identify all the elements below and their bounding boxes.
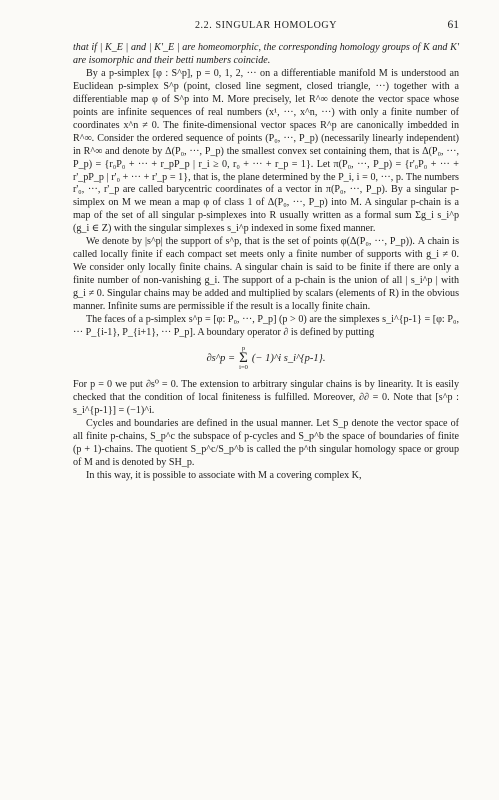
- paragraph: For p = 0 we put ∂s⁰ = 0. The extension to arbitrary singular chains is by linearity. It is easily checked that the condition of local finiteness is fulfilled. Moreover, ∂∂ = 0. Note that [s^p : s_i^{p-1}] = (−1)^i.: [73, 378, 459, 416]
- paragraph: that if | K_E | and | K'_E | are homeomorphic, the corresponding homology groups of K and K' are isomorphic and their betti numbers coincide.: [73, 42, 459, 66]
- formula-lhs: ∂s^p =: [206, 353, 236, 365]
- running-header: [73, 20, 459, 42]
- page-number: 61: [447, 19, 459, 31]
- paragraph: Cycles and boundaries are defined in the usual manner. Let S_p denote the vector space of all finite p-chains, S_p^c the subspace of p-cycles and S_p^b the space of boundaries of finite (p + 1)-chains. The quotient S_p^c/S_p^b is called the p^th singular homology space or group of M and is denoted by SH_p.: [73, 417, 459, 468]
- summation-symbol: p Σ i=0: [239, 344, 248, 372]
- paragraph: By a p-simplex [φ : S^p], p = 0, 1, 2, ··· on a differentiable manifold M is understood an Euclidean p-simplex S^p (point, closed line segment, closed triangle, ···) together with a differentiable map φ of S^p into M. More precisely, let R^∞ denote the vector space whose points are infinite sequences of real numbers (x¹, ···, x^n, ···) with only a finite number of coordinates x^n ≠ 0. The finite-dimensional vector spaces R^p are canonically imbedded in R^∞. Consider the ordered sequence of points (P₀, ···, P_p) (necessarily linearly independent) in R^∞ and denote by Δ(P₀, ···, P_p) the smallest convex set containing them, that is Δ(P₀, ···, P_p) = {r₀P₀ + ··· + r_pP_p | r_i ≥ 0, r₀ + ··· + r_p = 1}. Let π(P₀, ···, P_p) = {r'₀P₀ + ··· + r'_pP_p | r'₀ + ··· + r'_p = 1}, that is, the plane determined by the P_i, i = 0, ···, p. The numbers r'₀, ···, r'_p are called barycentric coordinates of a vector in π(P₀, ···, P_p). By a singular p-simplex on M we mean a map φ of class 1 of Δ(P₀, ···, P_p) into M. A singular p-chain is a map of the set of all singular p-simplexes into R usually written as a formal sum Σg_i s_i^p (g_i ∈ Z) with the singular simplexes s_i^p indexed in some fixed manner.: [73, 67, 459, 235]
- paragraph: The faces of a p-simplex s^p = [φ: P₀, ···, P_p] (p > 0) are the simplexes s_i^{p-1} = [φ: P₀, ··· P_{i-1}, P_{i+1}, ··· P_p]. A boundary operator ∂ is defined by putting: [73, 314, 459, 338]
- page-body: [73, 42, 459, 483]
- boundary-formula: [73, 346, 459, 372]
- paragraph: We denote by |s^p| the support of s^p, that is the set of points φ(Δ(P₀, ···, P_p)). A chain is called locally finite if each compact set meets only a finite number of supports with g_i ≠ 0. We consider only locally finite chains. A singular chain is said to be finite if there are only a finite number of non-vanishing g_i. The support of a p-chain is the union of all | s_i^p | with g_i ≠ 0. Singular chains may be added and multiplied by scalars (elements of R) in the obvious manner. Infinite sums are permissible if the result is a locally finite chain.: [73, 236, 459, 313]
- section-title: 2.2. SINGULAR HOMOLOGY: [194, 20, 338, 31]
- formula-rhs: (− 1)^i s_i^{p-1}.: [251, 353, 326, 365]
- paragraph: In this way, it is possible to associate with M a covering complex K,: [86, 469, 362, 481]
